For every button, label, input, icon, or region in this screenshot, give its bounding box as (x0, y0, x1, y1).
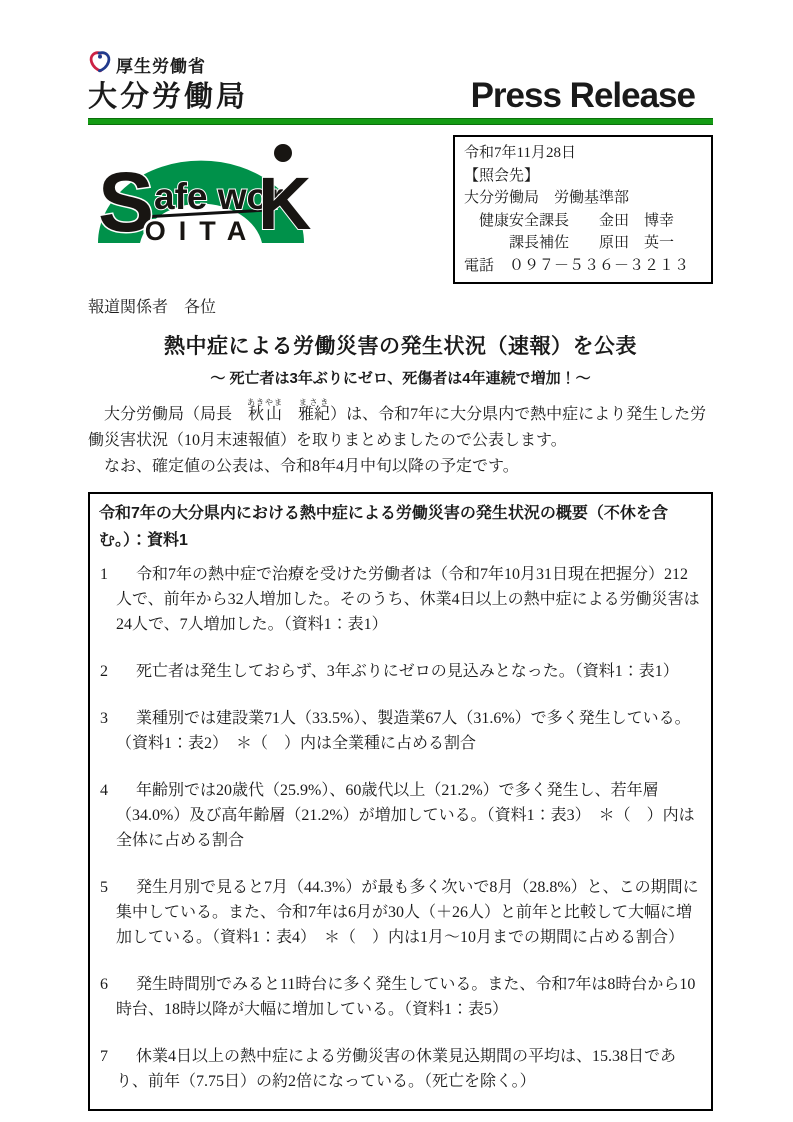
lead-paragraph-1 (88, 398, 713, 454)
contact-department: 大分労働局 労働基準部 (464, 190, 630, 207)
item-text: 業種別では建設業71人（33.5%）、製造業67人（31.6%）で多く発生している。（資料1：表2） ＊（ ）内は全業種に占める割合 (116, 710, 691, 753)
safework-oita-logo (90, 137, 312, 258)
summary-item-3 (99, 707, 701, 757)
summary-item-5 (99, 876, 701, 951)
summary-item-1 (99, 563, 701, 638)
summary-heading: 令和7年の大分県内における熱中症による労働災害の発生状況の概要（不休を含む。）：資料1 (99, 504, 668, 550)
page-title: 熱中症による労働災害の発生状況（速報）を公表 (164, 335, 637, 359)
lead-p1-pre: 大分労働局（局長 (88, 406, 249, 424)
ministry-name: 厚生労働省 (116, 57, 206, 76)
contact-inquiry-label: 【照会先】 (464, 167, 540, 184)
lead-p1-post: ）は、令和7年に大分県内で熱中症により発生した労働災害状況（10月末速報値）を取りまとめましたので公表します。 (88, 406, 707, 450)
ministry-row (88, 50, 248, 79)
item-number: 2 (100, 663, 108, 681)
logo-afe-wor: afe wor (154, 176, 284, 218)
contact-person-1: 健康安全課長 金田 博幸 (464, 212, 675, 229)
summary-item-2 (99, 660, 701, 685)
salutation: 報道関係者 各位 (88, 299, 217, 317)
item-text: 令和7年の熱中症で治療を受けた労働者は（令和7年10月31日現在把握分）212人で、前年から32人増加した。そのうち、休業4日以上の熱中症による労働災害は24人で、7人増加した。（資料1：表1） (116, 566, 700, 634)
item-text: 休業4日以上の熱中症による労働災害の休業見込期間の平均は、15.38日であり、前年（7.75日）の約2倍になっている。（死亡を除く。） (116, 1047, 677, 1090)
item-text: 発生時間別でみると11時台に多く発生している。また、令和7年は8時台から10時台、18時以降が大幅に増加している。（資料1：表5） (116, 975, 696, 1018)
contact-date: 令和7年11月28日 (464, 145, 576, 162)
item-text: 年齢別では20歳代（25.9%）、60歳代以上（21.2%）で多く発生し、若年層（34.0%）及び高年齢層（21.2%）が増加している。（資料1：表3） ＊（ ）内は全体に占める割合 (116, 782, 695, 849)
item-number: 1 (100, 566, 108, 584)
contact-phone: 電話 ０９７－５３６－３２１３ (464, 257, 690, 274)
item-number: 4 (100, 782, 108, 800)
contact-box (453, 135, 713, 284)
summary-item-4 (99, 779, 701, 854)
item-number: 6 (100, 975, 108, 993)
header (88, 50, 713, 115)
logo-letter-k: K (258, 162, 312, 246)
summary-item-6 (99, 973, 701, 1023)
logo-oita-text: OITA (144, 216, 260, 247)
item-number: 3 (100, 710, 108, 728)
item-number: 7 (100, 1047, 108, 1065)
logo-contact-row (88, 133, 713, 284)
agency-block (88, 50, 248, 115)
director-givenname: 雅紀まさき (298, 398, 331, 424)
summary-box (88, 492, 713, 1111)
page-subtitle: ～ 死亡者は3年ぶりにゼロ、死傷者は4年連続で増加！～ (210, 370, 591, 388)
item-text: 死亡者は発生しておらず、3年ぶりにゼロの見込みとなった。（資料1：表1） (136, 663, 679, 681)
director-surname: 秋山あきやま (247, 398, 284, 424)
logo-letter-s: S (97, 155, 155, 250)
item-number: 5 (100, 878, 108, 896)
summary-item-7 (99, 1045, 701, 1095)
green-divider (88, 118, 713, 125)
name-gap (282, 406, 298, 423)
lead-paragraph-2: なお、確定値の公表は、令和8年4月中旬以降の予定です。 (88, 458, 519, 476)
bureau-name: 大分労働局 (88, 81, 249, 113)
contact-person-2: 課長補佐 原田 英一 (464, 235, 675, 252)
press-release-title: Press Release (470, 76, 695, 116)
lead-section (88, 398, 713, 480)
item-text: 発生月別で見ると7月（44.3%）が最も多く次いで8月（28.8%）と、この期間に集中している。また、令和7年は6月が30人（＋26人）と前年と比較して大幅に増加している。（資料1：表4） ＊（ ）内は1月～10月までの期間に占める割合） (116, 878, 699, 946)
mhlw-logo-icon (88, 50, 112, 79)
